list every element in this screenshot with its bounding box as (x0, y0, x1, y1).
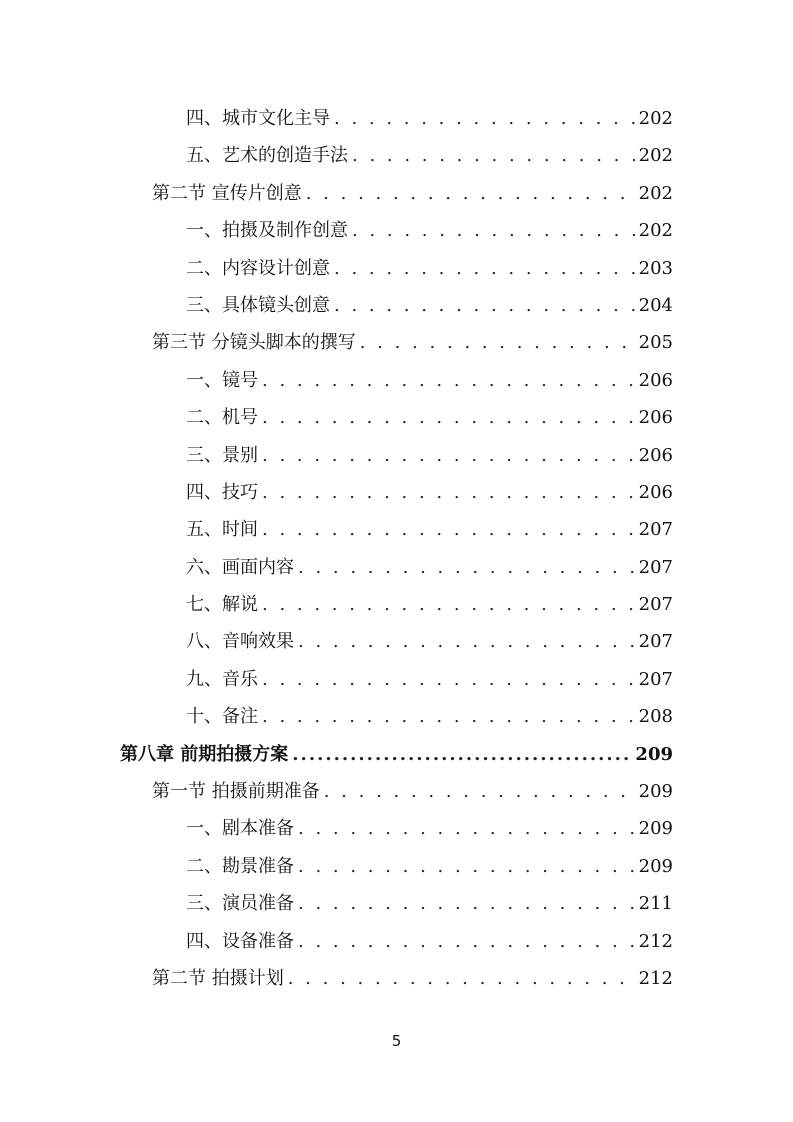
toc-entry-title: 第二节 宣传片创意 (152, 182, 302, 204)
dot-leader (262, 661, 635, 698)
dot-leader (262, 698, 635, 735)
toc-entry-page-number: 206 (638, 481, 673, 503)
table-of-contents (0, 100, 793, 997)
toc-entry-item[interactable] (0, 549, 793, 586)
toc-entry-title: 十、备注 (186, 706, 258, 728)
toc-entry-page-number: 206 (638, 369, 673, 391)
toc-entry-page-number: 206 (638, 444, 673, 466)
toc-entry-title: 第三节 分镜头脚本的撰写 (152, 332, 356, 354)
toc-entry-item[interactable] (0, 399, 793, 436)
dot-leader (352, 137, 635, 174)
toc-entry-section[interactable] (0, 773, 793, 810)
toc-entry-item[interactable] (0, 287, 793, 324)
toc-entry-page-number: 207 (638, 556, 673, 578)
toc-entry-page-number: 207 (638, 594, 673, 616)
toc-entry-section[interactable] (0, 960, 793, 997)
dot-leader (334, 287, 635, 324)
toc-entry-title: 三、景别 (186, 444, 258, 466)
toc-entry-item[interactable] (0, 848, 793, 885)
toc-entry-page-number: 207 (638, 519, 673, 541)
toc-entry-title: 五、时间 (186, 519, 258, 541)
toc-entry-item[interactable] (0, 661, 793, 698)
toc-entry-page-number: 204 (638, 294, 673, 316)
toc-entry-item[interactable] (0, 100, 793, 137)
dot-leader (298, 848, 635, 885)
toc-entry-title: 七、解说 (186, 594, 258, 616)
toc-entry-title: 九、音乐 (186, 668, 258, 690)
toc-entry-chapter[interactable] (0, 736, 793, 773)
toc-entry-item[interactable] (0, 623, 793, 660)
toc-entry-title: 二、内容设计创意 (186, 257, 330, 279)
toc-entry-section[interactable] (0, 175, 793, 212)
toc-entry-title: 第八章 前期拍摄方案 (120, 743, 289, 765)
toc-entry-title: 六、画面内容 (186, 556, 294, 578)
dot-leader (262, 511, 635, 548)
toc-entry-page-number: 212 (638, 967, 673, 989)
dot-leader (288, 960, 635, 997)
toc-entry-title: 二、机号 (186, 407, 258, 429)
toc-entry-item[interactable] (0, 212, 793, 249)
toc-entry-item[interactable] (0, 362, 793, 399)
toc-entry-title: 第一节 拍摄前期准备 (152, 781, 320, 803)
toc-entry-title: 一、剧本准备 (186, 818, 294, 840)
toc-entry-item[interactable] (0, 137, 793, 174)
dot-leader (262, 474, 635, 511)
dot-leader (262, 437, 635, 474)
dot-leader (292, 736, 631, 773)
toc-entry-item[interactable] (0, 474, 793, 511)
dot-leader (262, 399, 635, 436)
toc-entry-page-number: 202 (638, 220, 673, 242)
dot-leader (360, 324, 635, 361)
toc-entry-page-number: 202 (638, 182, 673, 204)
toc-entry-title: 一、拍摄及制作创意 (186, 220, 348, 242)
toc-entry-page-number: 207 (638, 668, 673, 690)
dot-leader (324, 773, 635, 810)
toc-entry-item[interactable] (0, 698, 793, 735)
dot-leader (262, 586, 635, 623)
toc-entry-page-number: 202 (638, 108, 673, 129)
toc-entry-page-number: 209 (638, 855, 673, 877)
toc-entry-title: 八、音响效果 (186, 631, 294, 653)
toc-entry-title: 四、城市文化主导 (186, 108, 330, 129)
dot-leader (334, 250, 635, 287)
dot-leader (298, 923, 635, 960)
toc-entry-title: 三、演员准备 (186, 893, 294, 915)
toc-entry-item[interactable] (0, 923, 793, 960)
dot-leader (298, 885, 635, 922)
dot-leader (334, 100, 635, 137)
toc-entry-item[interactable] (0, 885, 793, 922)
toc-entry-page-number: 208 (638, 706, 673, 728)
dot-leader (306, 175, 635, 212)
toc-entry-page-number: 203 (638, 257, 673, 279)
toc-entry-title: 三、具体镜头创意 (186, 294, 330, 316)
page-number: 5 (391, 1032, 402, 1050)
toc-entry-page-number: 212 (638, 930, 673, 952)
toc-entry-title: 一、镜号 (186, 369, 258, 391)
toc-entry-page-number: 202 (638, 145, 673, 167)
toc-entry-page-number: 206 (638, 407, 673, 429)
toc-entry-section[interactable] (0, 324, 793, 361)
toc-entry-item[interactable] (0, 250, 793, 287)
toc-entry-item[interactable] (0, 437, 793, 474)
dot-leader (298, 810, 635, 847)
toc-entry-title: 四、设备准备 (186, 930, 294, 952)
toc-entry-title: 四、技巧 (186, 481, 258, 503)
toc-entry-page-number: 205 (638, 332, 673, 354)
toc-entry-title: 二、勘景准备 (186, 855, 294, 877)
toc-entry-title: 五、艺术的创造手法 (186, 145, 348, 167)
toc-entry-item[interactable] (0, 810, 793, 847)
toc-entry-page-number: 207 (638, 631, 673, 653)
toc-entry-page-number: 209 (635, 743, 673, 765)
dot-leader (298, 549, 635, 586)
toc-entry-title: 第二节 拍摄计划 (152, 967, 284, 989)
dot-leader (298, 623, 635, 660)
toc-entry-item[interactable] (0, 511, 793, 548)
toc-entry-page-number: 211 (638, 893, 673, 915)
dot-leader (262, 362, 635, 399)
toc-entry-page-number: 209 (638, 781, 673, 803)
toc-entry-page-number: 209 (638, 818, 673, 840)
toc-entry-item[interactable] (0, 586, 793, 623)
dot-leader (352, 212, 635, 249)
